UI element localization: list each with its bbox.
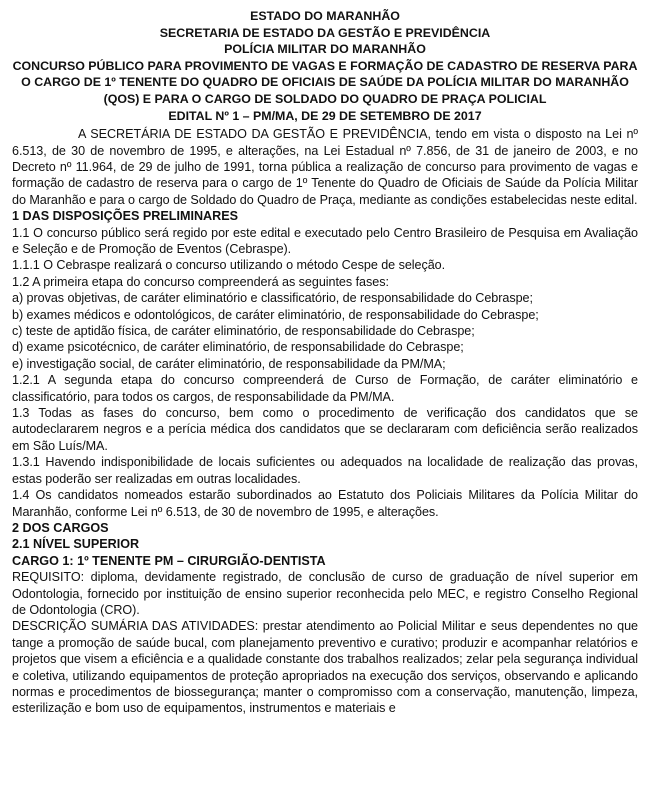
item-1-2-e: e) investigação social, de caráter eliminatório, de responsabilidade da PM/MA;	[12, 356, 446, 371]
item-1-2: 1.2 A primeira etapa do concurso compreenderá as seguintes fases:	[12, 274, 389, 289]
cargo-1-title: CARGO 1: 1º TENENTE PM – CIRURGIÃO-DENTISTA	[12, 553, 326, 568]
document-header	[12, 8, 638, 124]
cargo-1-descricao: DESCRIÇÃO SUMÁRIA DAS ATIVIDADES: prestar atendimento ao Policial Militar e seus dependentes no que tange a promoção de saúde bucal, com planejamento preventivo e curativo; produzir e acompanhar relatórios e projetos que visem a eficiência e a qualidade constante dos trabalhos realizados; zelar pela segurança individual e coletiva, utilizando equipamentos de proteção apropriados na execução dos serviços, observando e aplicando normas e procedimentos de biossegurança; manter o compromisso com a conservação, manutenção, limpeza, esterilização e bom uso de equipamentos, instrumentos e materiais e	[12, 619, 638, 716]
header-contest-title: CONCURSO PÚBLICO PARA PROVIMENTO DE VAGAS E FORMAÇÃO DE CADASTRO DE RESERVA PARA O CARGO DE 1º TENENTE DO QUADRO DE OFICIAIS DE SAÚDE DA POLÍCIA MILITAR DO MARANHÃO (QOS) E PARA O CARGO DE SOLDADO DO QUADRO DE PRAÇA POLICIAL	[12, 58, 638, 106]
header-edital-number: EDITAL Nº 1 – PM/MA, DE 29 DE SETEMBRO DE 2017	[168, 108, 482, 123]
item-1-4: 1.4 Os candidatos nomeados estarão subordinados ao Estatuto dos Policiais Militares da Polícia Militar do Maranhão, conforme Lei nº 6.513, de 30 de novembro de 1995, e alterações.	[12, 488, 638, 519]
item-1-3: 1.3 Todas as fases do concurso, bem como o procedimento de verificação dos candidatos que se autodeclararem negros e a perícia médica dos candidatos que se declararam com deficiência serão realizados em São Luís/MA.	[12, 406, 638, 453]
section-1-title: 1 DAS DISPOSIÇÕES PRELIMINARES	[12, 209, 239, 224]
item-1-1-1: 1.1.1 O Cebraspe realizará o concurso utilizando o método Cespe de seleção.	[12, 258, 446, 273]
item-1-2-1: 1.2.1 A segunda etapa do concurso compreenderá de Curso de Formação, de caráter eliminatório e classificatório, para todos os cargos, de responsabilidade da PM/MA.	[12, 373, 638, 404]
header-police: POLÍCIA MILITAR DO MARANHÃO	[224, 42, 426, 57]
item-1-3-1: 1.3.1 Havendo indisponibilidade de locais suficientes ou adequados na localidade de realização das provas, estas poderão ser realizadas em outras localidades.	[12, 455, 638, 486]
header-state: ESTADO DO MARANHÃO	[250, 9, 400, 23]
intro-paragraph: A SECRETÁRIA DE ESTADO DA GESTÃO E PREVIDÊNCIA, tendo em vista o disposto na Lei nº 6.513, de 30 de novembro de 1995, e alterações, na Lei Estadual nº 7.856, de 31 de janeiro de 2003, e no Decreto nº 11.964, de 29 de julho de 1991, torna pública a realização de concurso para provimento de vagas e formação de cadastro de reserva para o cargo de 1º Tenente do Quadro de Oficiais de Saúde da Polícia Militar do Maranhão e para o cargo de Soldado do Quadro de Praça, mediante as condições estabelecidas neste edital.	[12, 127, 638, 207]
item-1-2-d: d) exame psicotécnico, de caráter eliminatório, de responsabilidade do Cebraspe;	[12, 340, 464, 355]
header-secretariat: SECRETARIA DE ESTADO DA GESTÃO E PREVIDÊNCIA	[159, 25, 491, 40]
cargo-1-requisito: REQUISITO: diploma, devidamente registrado, de conclusão de curso de graduação de nível superior em Odontologia, fornecido por instituição de ensino superior reconhecida pelo MEC, e registro Conselho Regional de Odontologia (CRO).	[12, 570, 638, 617]
edital-document	[12, 8, 638, 717]
item-1-1: 1.1 O concurso público será regido por este edital e executado pelo Centro Brasileiro de Pesquisa em Avaliação e Seleção e de Promoção de Eventos (Cebraspe).	[12, 225, 638, 256]
item-1-2-b: b) exames médicos e odontológicos, de caráter eliminatório, de responsabilidade do Cebraspe;	[12, 307, 539, 322]
section-2-1-title: 2.1 NÍVEL SUPERIOR	[12, 537, 140, 552]
item-1-2-a: a) provas objetivas, de caráter eliminatório e classificatório, de responsabilidade do Cebraspe;	[12, 291, 533, 306]
section-2-title: 2 DOS CARGOS	[12, 520, 109, 535]
item-1-2-c: c) teste de aptidão física, de caráter eliminatório, de responsabilidade do Cebraspe;	[12, 324, 475, 339]
